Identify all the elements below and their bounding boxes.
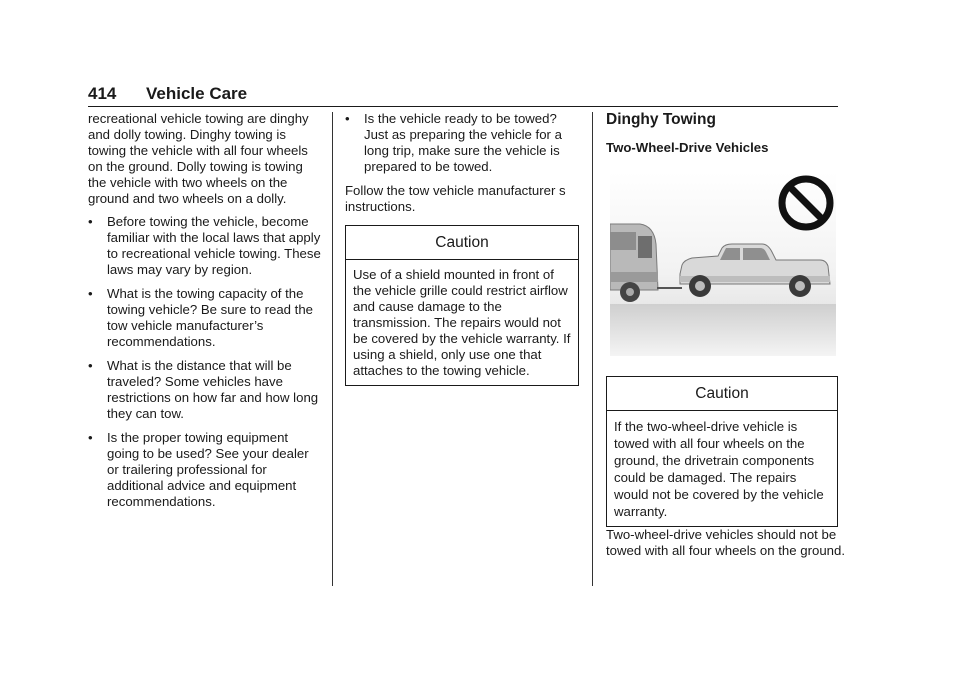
towing-illustration <box>610 172 836 356</box>
caution-box <box>345 225 579 386</box>
list-item: • What is the distance that will be traveled? Some vehicles have restrictions on how far and how long they can tow. <box>88 358 319 421</box>
column-3-caution <box>606 366 838 527</box>
column-3 <box>606 111 838 156</box>
rv-motorhome <box>610 224 658 302</box>
bullet-icon: • <box>345 111 350 126</box>
closing-paragraph: Two-wheel-drive vehicles should not be towed with all four wheels on the ground. <box>606 527 845 558</box>
list-item: • Is the proper towing equipment going to be used? See your dealer or trailering professional for additional advice and equipment recommendations. <box>88 430 309 509</box>
bullet-icon: • <box>88 430 93 445</box>
road <box>610 304 836 356</box>
list-item: • Before towing the vehicle, become familiar with the local laws that apply to recreational vehicle towing. These laws may vary by region. <box>88 214 321 277</box>
caution-box <box>606 376 838 527</box>
bullet-icon: • <box>88 358 93 373</box>
bullet-icon: • <box>88 214 93 229</box>
column-divider <box>332 112 333 586</box>
section-heading: Dinghy Towing <box>606 111 716 128</box>
intro-paragraph: recreational vehicle towing are dinghy and dolly towing. Dinghy towing is towing the vehicle with all four wheels on the ground. Dolly towing is towing the vehicle with two wheels on the ground and two wheels on a dolly. <box>88 111 309 206</box>
caution-body: Use of a shield mounted in front of the vehicle grille could restrict airflow and cause damage to the transmission. The repairs would not be covered by the vehicle warranty. If using a shield, only use one that attaches to the towing vehicle. <box>353 267 571 378</box>
caution-title: Caution <box>607 377 837 411</box>
list-item: • What is the towing capacity of the towing vehicle? Be sure to read the tow vehicle manufacturer’s recommendations. <box>88 286 313 349</box>
caution-title: Caution <box>346 226 578 260</box>
column-1 <box>88 111 323 518</box>
bullet-icon: • <box>88 286 93 301</box>
follow-paragraph: Follow the tow vehicle manufacturer s instructions. <box>345 183 566 214</box>
checklist <box>88 214 323 510</box>
section-title: Vehicle Care <box>146 84 248 103</box>
page-header <box>88 84 838 107</box>
caution-body: If the two-wheel-drive vehicle is towed with all four wheels on the ground, the drivetrain components could be damaged. The repairs would not be covered by the vehicle warranty. <box>614 419 824 519</box>
checklist <box>345 111 580 175</box>
column-divider <box>592 112 593 586</box>
list-item: • Is the vehicle ready to be towed? Just as preparing the vehicle for a long trip, make sure the vehicle is prepared to be towed. <box>345 111 562 174</box>
subsection-heading: Two-Wheel-Drive Vehicles <box>606 140 769 155</box>
page-number: 414 <box>88 84 117 103</box>
column-2 <box>345 111 580 386</box>
